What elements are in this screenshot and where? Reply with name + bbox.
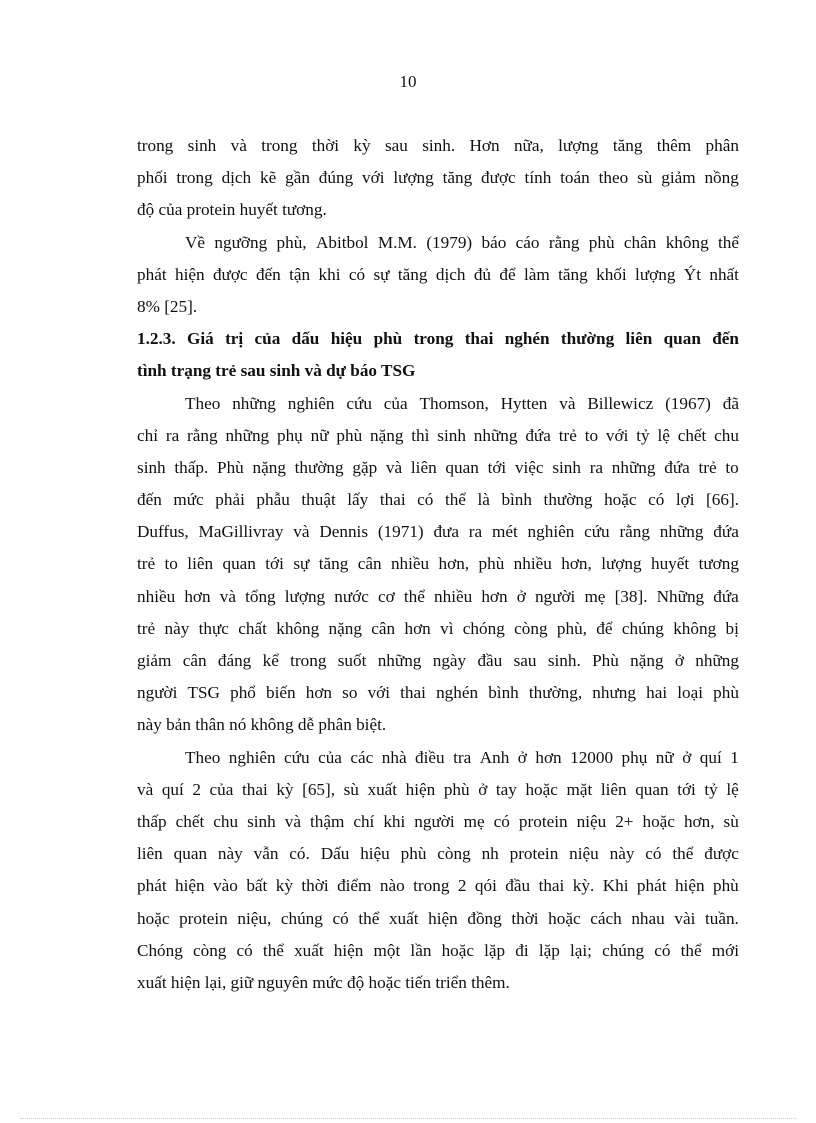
page-bottom-rule [20,1118,796,1119]
text-line: chỉ ra rằng những phụ nữ phù nặng thì sinh những đứa trẻ to với tỷ lệ chết chu [137,425,739,445]
text-line: đến mức phải phẫu thuật lấy thai có thể là bình thường hoặc có lợi [66]. [137,490,739,510]
paragraph [137,742,739,1000]
text-line: Về ngưỡng phù, Abitbol M.M. (1979) báo cáo rằng phù chân không thể [185,232,739,252]
text-line: người TSG phổ biến hơn so với thai nghén bình thường, nhưng hai loại phù [137,683,739,703]
section-heading [137,323,739,387]
text-line: trẻ to liên quan tới sự tăng cân nhiều hơn, phù nhiều hơn, lượng huyết tương [137,554,739,574]
text-line: trẻ này thực chất không nặng cân hơn vì chóng còng phù, để chúng không bị [137,618,739,638]
text-line: và quí 2 của thai kỳ [65], sù xuất hiện phù ở tay hoặc mặt liên quan tới tỷ lệ [137,779,739,799]
paragraph [137,227,739,324]
text-line: Theo những nghiên cứu của Thomson, Hytten và Billewicz (1967) đã [185,393,739,413]
document-body [137,130,739,999]
text-line: này bản thân nó không dễ phân biệt. [137,715,387,735]
text-line: xuất hiện lại, giữ nguyên mức độ hoặc tiến triển thêm. [137,972,510,992]
text-line: tình trạng trẻ sau sinh và dự báo TSG [137,361,416,381]
text-line: sinh thấp. Phù nặng thường gặp và liên quan tới việc sinh ra những đứa trẻ to [137,457,739,477]
text-line: 8% [25]. [137,296,198,316]
text-line: độ của protein huyết tương. [137,200,327,220]
paragraph [137,130,739,227]
text-line: hoặc protein niệu, chúng có thể xuất hiện đồng thời hoặc cách nhau vài tuần. [137,908,739,928]
text-line: Theo nghiên cứu của các nhà điều tra Anh ở hơn 12000 phụ nữ ở quí 1 [185,747,739,767]
text-line: Duffus, MaGillivray và Dennis (1971) đưa ra mét nghiên cứu rằng những đứa [137,522,739,542]
page-number: 10 [399,72,417,91]
text-line: trong sinh và trong thời kỳ sau sinh. Hơn nữa, lượng tăng thêm phân [137,136,739,155]
text-line: 1.2.3. Giá trị của dấu hiệu phù trong thai nghén thường liên quan đến [137,329,739,349]
text-line: liên quan này vẫn có. Dấu hiệu phù còng nh protein niệu này có thể được [137,844,739,864]
text-line: nhiều hơn và tổng lượng nước cơ thể nhiều hơn ở người mẹ [38]. Những đứa [137,586,739,606]
text-line: phát hiện được đến tận khi có sự tăng dịch đủ để làm tăng khối lượng Ýt nhất [137,264,739,284]
text-line: phát hiện vào bất kỳ thời điểm nào trong 2 qói đầu thai kỳ. Khi phát hiện phù [137,876,739,896]
paragraph [137,388,739,742]
text-line: giảm cân đáng kể trong suốt những ngày đầu sau sinh. Phù nặng ở những [137,651,739,670]
text-line: thấp chết chu sinh và thậm chí khi người mẹ có protein niệu 2+ hoặc hơn, sù [137,811,739,831]
text-line: phối trong dịch kẽ gần đúng với lượng tăng được tính toán theo sù giảm nồng [137,168,739,188]
text-line: Chóng còng có thể xuất hiện một lần hoặc lặp đi lặp lại; chúng có thể mới [137,940,739,960]
